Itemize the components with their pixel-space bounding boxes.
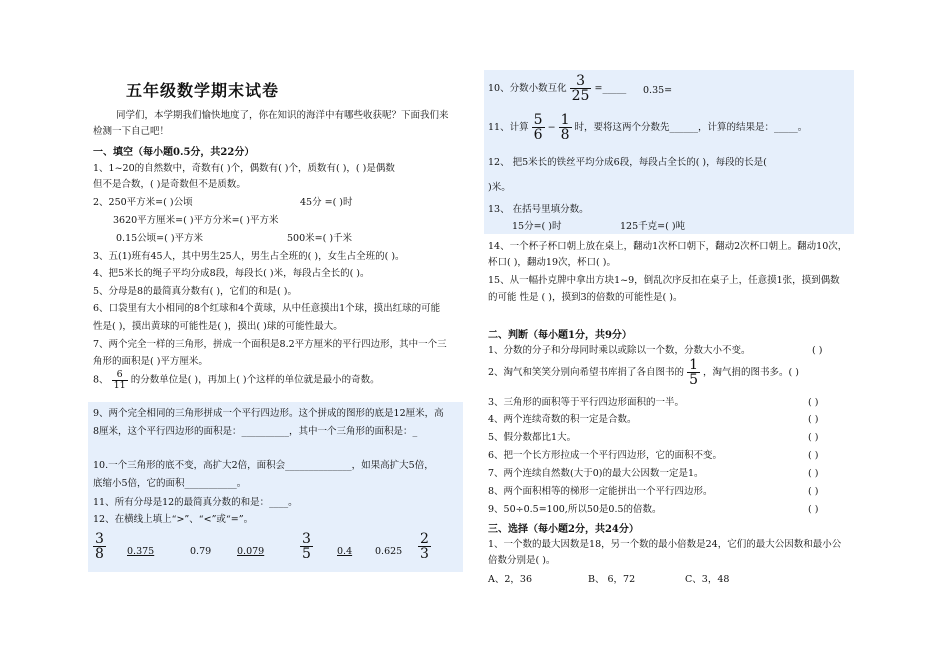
q9-line-b: 8厘米，这个平行四边形的面积是：__________，其中一个三角形的面积是：_ bbox=[93, 426, 418, 437]
compare-4-left: 0.625 bbox=[375, 546, 403, 557]
judge-8-text: 8、两个面积相等的梯形一定能拼出一个平行四边形。 bbox=[488, 486, 713, 497]
q2-line-b: 45分 =( )时 bbox=[300, 197, 353, 208]
r-q11-fraction-2 bbox=[559, 113, 572, 142]
judge-6-text: 6、把一个长方形拉成一个平行四边形，它的面积不变。 bbox=[488, 450, 723, 461]
choice-1-line-b: 倍数分别是( )。 bbox=[488, 555, 556, 566]
judge-1-blank: ( ) bbox=[812, 345, 823, 356]
judge-6-blank: ( ) bbox=[808, 450, 819, 461]
q7-line-b: 角形的面积是( )平方厘米。 bbox=[93, 356, 208, 367]
r-q11-line bbox=[488, 113, 807, 142]
r-q14-line-b: 杯口( )，翻动19次，杯口( )。 bbox=[488, 257, 616, 268]
compare-1-value: 0.375 bbox=[127, 546, 155, 557]
choice-1-line-a: 1、一个数的最大因数是18，另一个数的最小倍数是24，它们的最大公因数和最小公 bbox=[488, 539, 842, 550]
compare-3-value: 0.4 bbox=[337, 546, 353, 557]
r-q11-denominator-2: 8 bbox=[560, 127, 570, 143]
r-q12-line-b: )米。 bbox=[488, 182, 511, 193]
judge-5-text: 5、假分数都比1大。 bbox=[488, 432, 577, 443]
compare-3-numerator: 3 bbox=[302, 531, 311, 547]
compare-3-wrap bbox=[300, 532, 313, 561]
q9-line-a: 9、两个完全相同的三角形拼成一个平行四边形。这个拼成的图形的底是12厘米，高 bbox=[93, 408, 444, 419]
r-q10-numerator: 3 bbox=[570, 74, 592, 89]
page-title: 五年级数学期末试卷 bbox=[126, 81, 280, 100]
r-q11-numerator-2: 1 bbox=[560, 112, 570, 128]
compare-1-denominator: 8 bbox=[95, 546, 104, 562]
r-q10-second: 0.35= bbox=[643, 85, 673, 96]
r-q11-numerator-1: 5 bbox=[533, 112, 543, 128]
q12-text: 12、在横线上填上“>”、“<”或“=”。 bbox=[93, 514, 254, 525]
judge-3-text: 3、三角形的面积等于平行四边形面积的一半。 bbox=[488, 397, 685, 408]
judge-8-blank: ( ) bbox=[808, 486, 819, 497]
r-q10-denominator: 25 bbox=[571, 88, 590, 104]
r-q13-b: 125千克=( )吨 bbox=[620, 221, 686, 232]
r-q10-post: =_____ bbox=[594, 83, 627, 94]
r-q11-post: 时，要将这两个分数先______，计算的结果是：_____。 bbox=[574, 122, 808, 133]
q2-line-e: 500米=( )千米 bbox=[287, 233, 353, 244]
q8-numerator: 6 bbox=[112, 370, 128, 381]
intro-line-2: 检测一下自己吧！ bbox=[93, 126, 170, 137]
q4-text: 4、把5米长的绳子平均分成8段，每段长( )米，每段占全长的( )。 bbox=[93, 268, 370, 279]
compare-4-fraction bbox=[418, 532, 431, 561]
q8-line bbox=[93, 370, 380, 390]
r-q13-text: 13、 在括号里填分数。 bbox=[488, 204, 589, 215]
r-q12-line-a: 12、 把5米长的铁丝平均分成6段，每段占全长的( )，每段的长是( bbox=[488, 157, 767, 168]
judge-9-blank: ( ) bbox=[808, 504, 819, 515]
judge-1-text: 1、分数的分子和分母同时乘以或除以一个数，分数大小不变。 bbox=[488, 345, 751, 356]
judge-2-post: ，淘气捐的图书多。( ) bbox=[703, 367, 799, 378]
q1-line-a: 1、1~20的自然数中，奇数有( )个，偶数有( )个，质数有( )，( )是偶数 bbox=[93, 163, 395, 174]
judge-2-fraction bbox=[687, 358, 700, 387]
q8-text: 的分数单位是( )，再加上( )个这样的单位就是最小的奇数。 bbox=[130, 374, 380, 386]
r-q11-prefix: 11、计算 bbox=[488, 122, 529, 133]
q1-line-b: 但不是合数，( )是奇数但不是质数。 bbox=[93, 179, 246, 190]
compare-1-fraction bbox=[93, 532, 106, 561]
choice-1-option-b: B、 6，72 bbox=[588, 574, 636, 585]
q10-line-b: 底缩小5倍，它的面积___________。 bbox=[93, 478, 247, 489]
q8-fraction bbox=[112, 370, 128, 390]
judge-2-line bbox=[488, 358, 799, 387]
q5-text: 5、分母是8的最简真分数有( )，它们的和是( )。 bbox=[93, 286, 297, 297]
judge-9-text: 9、50÷0.5=100,所以50是0.5的倍数。 bbox=[488, 504, 662, 515]
r-q11-fraction-1 bbox=[532, 113, 545, 142]
q8-prefix: 8、 bbox=[93, 374, 109, 386]
judge-3-blank: ( ) bbox=[808, 397, 819, 408]
q6-line-a: 6、口袋里有大小相同的8个红球和4个黄球，从中任意摸出1个球，摸出红球的可能 bbox=[93, 303, 441, 314]
q8-denominator: 11 bbox=[113, 379, 126, 391]
r-q10-fraction bbox=[570, 74, 592, 103]
q10-line-a: 10.一个三角形的底不变，高扩大2倍，面积会______________，如果高扩大5倍， bbox=[93, 460, 434, 471]
compare-4-denominator: 3 bbox=[420, 546, 429, 562]
q7-line-a: 7、两个完全一样的三角形，拼成一个面积是8.2平方厘米的平行四边形，其中一个三 bbox=[93, 339, 447, 350]
compare-3-fraction bbox=[300, 532, 313, 561]
compare-4-numerator: 2 bbox=[420, 531, 429, 547]
q2-line-c: 3620平方厘米=( )平方分米=( )平方米 bbox=[113, 215, 279, 226]
compare-1-numerator: 3 bbox=[95, 531, 104, 547]
r-q15-line-a: 15、从一幅扑克牌中拿出方块1~9，倒乱次序反扣在桌子上，任意摸1张，摸到偶数 bbox=[488, 275, 840, 286]
section-1-header: 一、填空（每小题0.5分，共22分） bbox=[93, 147, 255, 158]
compare-4-wrap bbox=[418, 532, 431, 561]
r-q14-line-a: 14、一个杯子杯口朝上放在桌上，翻动1次杯口朝下，翻动2次杯口朝上。翻动10次， bbox=[488, 241, 848, 252]
q2-line-a: 2、250平方米=( )公顷 bbox=[93, 197, 193, 208]
judge-2-denominator: 5 bbox=[689, 372, 698, 388]
compare-row bbox=[93, 532, 106, 561]
judge-7-blank: ( ) bbox=[808, 468, 819, 479]
q6-line-b: 性是( )，摸出黄球的可能性是( )，摸出( )球的可能性最大。 bbox=[93, 321, 343, 332]
r-q10-line bbox=[488, 74, 626, 103]
judge-7-text: 7、两个连续自然数(大于0)的最大公因数一定是1。 bbox=[488, 468, 704, 479]
r-q13-a: 15分=( )时 bbox=[512, 221, 562, 232]
judge-2-prefix: 2、淘气和笑笑分别向希望书库捐了各自图书的 bbox=[488, 367, 685, 378]
q11-text: 11、所有分母是12的最简真分数的和是：____。 bbox=[93, 497, 298, 508]
choice-1-option-c: C、3，48 bbox=[685, 574, 730, 585]
choice-1-option-a: A、2，36 bbox=[488, 574, 532, 585]
intro-line-1: 同学们，本学期我们愉快地度了，你在知识的海洋中有哪些收获呢？下面我们来 bbox=[116, 110, 449, 121]
r-q10-prefix: 10、分数小数互化 bbox=[488, 83, 567, 94]
judge-5-blank: ( ) bbox=[808, 432, 819, 443]
judge-4-blank: ( ) bbox=[808, 414, 819, 425]
judge-4-text: 4、两个连续奇数的积一定是合数。 bbox=[488, 414, 637, 425]
compare-3-denominator: 5 bbox=[302, 546, 311, 562]
q2-line-d: 0.15公顷=( )平方米 bbox=[116, 233, 204, 244]
compare-2-right: 0.079 bbox=[237, 546, 265, 557]
judge-2-numerator: 1 bbox=[689, 357, 698, 373]
compare-2-left: 0.79 bbox=[190, 546, 212, 557]
q3-text: 3、五(1)班有45人，其中男生25人，男生占全班的( )，女生占全班的( )。 bbox=[93, 251, 405, 262]
r-q15-line-b: 的可能 性是 ( )，摸到3的倍数的可能性是( )。 bbox=[488, 292, 683, 303]
section-3-header: 三、选择（每小题2分，共24分） bbox=[488, 524, 639, 535]
section-2-header: 二、判断（每小题1分，共9分） bbox=[488, 330, 632, 341]
r-q11-denominator-1: 6 bbox=[533, 127, 543, 143]
r-q11-operator: − bbox=[547, 122, 556, 133]
